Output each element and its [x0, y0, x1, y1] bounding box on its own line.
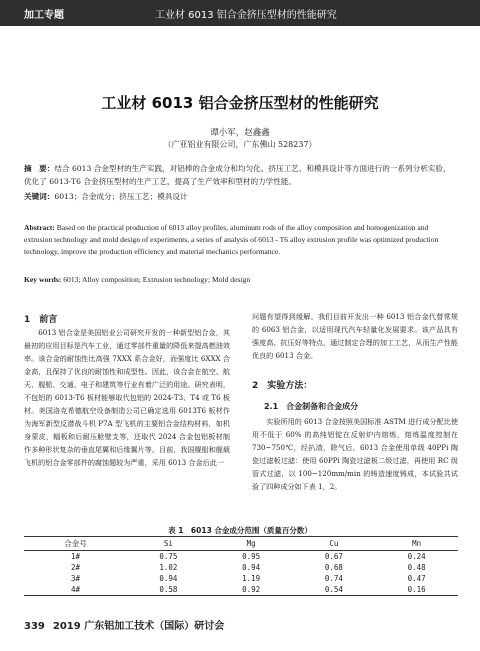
table-header-cell: Mg [246, 539, 256, 548]
table-cell: 0.74 [324, 574, 343, 583]
page-number: 339 [24, 621, 45, 632]
table-cell: 0.92 [242, 585, 261, 594]
paper-title: 工业材 6013 铝合金挤压型材的性能研究 [101, 94, 379, 112]
table-cell: 0.58 [159, 585, 178, 594]
table-cell: 1# [71, 552, 81, 561]
running-title: 工业材 6013 铝合金挤压型材的性能研究 [155, 10, 337, 21]
journal-name: 2019 广东铝加工技术（国际）研讨会 [52, 621, 225, 632]
affiliation: （广亚铝业有限公司，广东佛山 528237） [163, 140, 317, 149]
keywords-en [24, 274, 458, 286]
abstract-en-text: Based on the practical production of 6013 alloy profiles, aluminum rods of the alloy composition and homogenization and extrusion technology and mold design of experiments, a series of analysis of 6013 - T6 alloy extrusion profile was optimized production technology, improve the production efficiency and material mechanics performance. [24, 223, 439, 256]
keywords-cn [24, 190, 458, 203]
abstract-cn-text: 结合 6013 合金型材的生产实践，对铝棒的合金成分和均匀化、挤压工艺、和模具设计等方面进行的一系列分析实验，优化了 6013-T6 合金挤压型材的生产工艺，提高了生产效率和型材的力学性能。 [24, 164, 451, 186]
table-cell: 0.24 [407, 552, 426, 561]
table-header-cell: Si [163, 539, 173, 548]
table-cell: 0.75 [159, 552, 178, 561]
section-2-1-heading: 2.1 合金制备和合金成分 [264, 402, 359, 411]
table-cell: 0.47 [407, 574, 426, 583]
table-cell: 0.67 [324, 552, 343, 561]
table-cell: 3# [71, 574, 81, 583]
table-cell: 1.19 [242, 574, 261, 583]
table-cell: 0.48 [407, 563, 426, 572]
table-row [24, 551, 458, 563]
abstract-en [24, 222, 458, 258]
table-cell: 0.16 [407, 585, 426, 594]
section-2-1-paragraph: 实验所用的 6013 合金按照美国标准 ASTM 进行成分配比使用不低于 60% 的高纯铝锭在反射炉内熔炼，熔炼温度控制在 730~750℃，经扒渣，除气后，6013 合金使用单级 40PPi 陶瓷过滤板过滤：使用 60PPi 陶瓷过滤板二级过滤，再使用 RC 级管式过滤，以 100~120mm/min 的铸造速度铸成，本试验共试验了四种成分如下表 1，2。 [252, 417, 458, 491]
composition-table [24, 536, 458, 596]
table-cell: 0.94 [159, 574, 178, 583]
right-column-top [252, 310, 458, 362]
keywords-cn-text: 6013；合金成分；挤压工艺；模具设计 [54, 192, 188, 201]
table-row [24, 562, 458, 573]
abstract-cn-label: 摘 要： [24, 164, 55, 173]
keywords-en-label: Key words: [24, 275, 62, 284]
abstract-en-label: Abstract: [24, 223, 55, 232]
table-cell: 0.94 [242, 563, 261, 572]
keywords-cn-label: 关键词： [24, 192, 55, 201]
page-footer [24, 617, 224, 632]
table-row [24, 573, 458, 584]
table-cell: 2# [71, 563, 81, 572]
table-cell: 1.02 [159, 563, 178, 572]
table-header-cell: Cu [329, 539, 339, 548]
table-row [24, 584, 458, 596]
table-header-cell: Mn [412, 539, 422, 548]
section-2-heading: 2 实验方法： [252, 381, 313, 391]
table-cell: 0.68 [324, 563, 343, 572]
right-column-bottom [252, 415, 458, 493]
table-header-row [24, 537, 458, 551]
abstract-cn [24, 162, 458, 188]
table-caption: 表 1 6013 合金成分范围（质量百分数） [168, 526, 312, 535]
section-1-heading: 1 前言 [24, 315, 58, 325]
table-cell: 0.54 [324, 585, 343, 594]
authors: 谭小军，赵鑫鑫 [210, 128, 270, 138]
section-1-paragraph: 6013 铝合金是美国铝业公司研究开发的一种新型铝合金，其最初的应用目标是汽车工业，通过零部件重量的降低来提高燃油效率。该合金的耐蚀性比高强 7XXX 系合金好，而强度比 6XXX 合金高，且保持了优良的耐蚀性和成型性。因此，该合金在航空、航天、舰船、交通、电子和建筑等行业有着广泛的用途。研究表明，不包铝的 6013-T6 板材能够取代包铝的 2024-T3、T4 或 T6 板材。美国洛克希德航空设备制造公司已确定选用 6013T6 板材作为海军新型反潜战斗机 P7A 型飞机的主要铝合金结构材料，如机身蒙皮，幅板和后耐压舱壁支等，还取代 2024 合金包铝板材制作多种形状复杂的垂直尾翼和后缘翼片等。目前，我国舰船和舰载飞机的铝合金零部件的腐蚀题较为严重，采用 6013 合金后此一 [24, 328, 230, 467]
left-column [24, 326, 230, 469]
page-header [0, 0, 480, 26]
table-header-cell: 合金号 [64, 539, 87, 548]
section-label: 加工专题 [24, 10, 64, 21]
keywords-en-text: 6013; Alloy composition; Extrusion technology; Mold design [63, 275, 251, 284]
continued-paragraph: 问题有望得到缓解。我们目前开发出一种 6013 铝合金代替常规的 6063 铝合金，以适用现代汽车轻量化发展要求。该产品具有强度高、抗压好等特点，通过制定合理的加工工艺，从而生产性能优良的 6013 合金。 [252, 312, 458, 360]
table-cell: 4# [71, 585, 81, 594]
table-cell: 0.95 [242, 552, 261, 561]
